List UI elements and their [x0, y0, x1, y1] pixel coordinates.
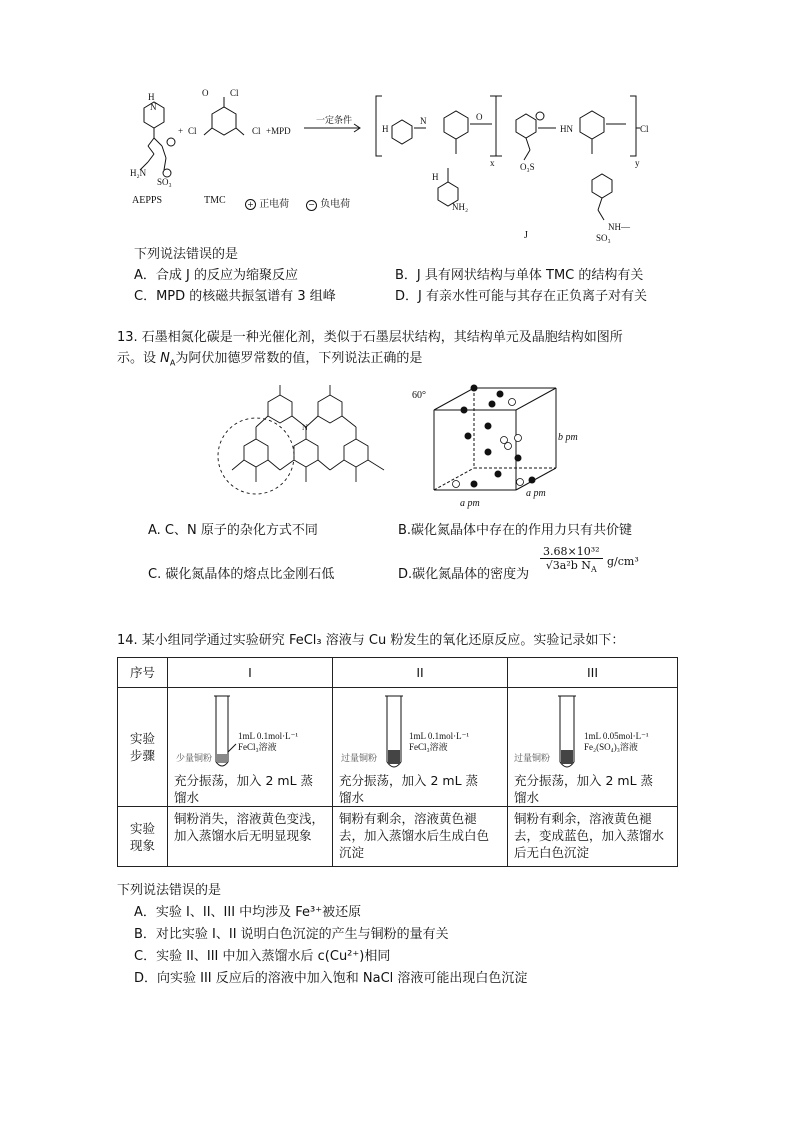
a-pm-label-right: a pm: [526, 488, 546, 499]
row-label-phenomena: 实验 现象: [118, 807, 168, 867]
powder-ii: 过量铜粉: [341, 753, 378, 763]
plus-mpd: +MPD: [266, 126, 291, 136]
tmc-o: O: [202, 88, 209, 98]
q14-option-d: D．向实验 III 反应后的溶液中加入饱和 NaCl 溶液可能出现白色沉淀: [134, 971, 528, 986]
table-header-index: 序号: [118, 658, 168, 688]
q14-option-c: C．实验 II、III 中加入蒸馏水后 c(Cu²⁺)相同: [134, 949, 391, 964]
table-header-ii: II: [333, 658, 508, 688]
j-nh-dash: NH—: [608, 222, 630, 232]
plus-sign: +: [178, 126, 184, 136]
pos-charge-label: 正电荷: [259, 199, 290, 210]
j-h: H: [382, 124, 389, 134]
q14-stem: 14. 某小组同学通过实验研究 FeCl₃ 溶液与 Cu 粉发生的氧化还原反应。实验记录如下：: [117, 633, 625, 648]
carbon-nitride-structure-figure: [208, 382, 408, 512]
j-nh2: NH₂: [452, 202, 469, 212]
q13-option-b: B.碳化氮晶体中存在的作用力只有共价键: [398, 523, 633, 538]
j-cl: Cl: [640, 124, 649, 134]
q13-density-fraction: [540, 545, 603, 574]
neg-charge-legend: [306, 195, 350, 211]
powder-i: 少量铜粉: [176, 753, 213, 763]
q14-option-b: B．对比实验 I、II 说明白色沉淀的产生与铜粉的量有关: [134, 927, 449, 942]
table-header-i: I: [168, 658, 333, 688]
density-denominator: [540, 559, 603, 574]
tmc-ring: [212, 107, 236, 135]
unit-cell-figure: [408, 380, 588, 510]
aepps-label: AEPPS: [132, 195, 163, 206]
density-den-text: √3a²b N: [545, 559, 591, 572]
density-den-sub: A: [590, 565, 597, 575]
step-ii-text: 充分振荡，加入 2 mL 蒸馏水: [339, 773, 479, 805]
reagent-iii-line1: 1mL 0.05mol·L⁻¹: [584, 731, 649, 741]
step-cell-i: [168, 688, 333, 807]
j-h2: H: [432, 172, 439, 182]
q14-question: 下列说法错误的是: [117, 883, 222, 898]
density-numerator: 3.68×10³²: [540, 545, 603, 559]
experiment-table: [117, 657, 678, 867]
j-n: N: [420, 116, 427, 126]
q12-option-a: A．合成 J 的反应为缩聚反应: [134, 268, 298, 283]
reagent-ii-line2: FeCl₃溶液: [409, 742, 448, 752]
aepps-h: H: [148, 92, 155, 102]
q13-na-sub: A: [169, 358, 176, 368]
q14-option-a: A．实验 I、II、III 中均涉及 Fe³⁺被还原: [134, 905, 362, 920]
product-j-label: J: [524, 230, 528, 241]
step-iii-text: 充分振荡，加入 2 mL 蒸馏水: [514, 773, 654, 805]
ring-n-label: N: [302, 423, 308, 432]
q13-stem-line2: [117, 350, 422, 373]
reagent-ii-line1: 1mL 0.1mol·L⁻¹: [409, 731, 470, 741]
neg-charge-label: 负电荷: [320, 199, 351, 210]
q13-option-c: C. 碳化氮晶体的熔点比金刚石低: [148, 567, 335, 582]
table-header-iii: III: [508, 658, 678, 688]
q12-option-b: B．J 具有网状结构与单体 TMC 的结构有关: [395, 268, 644, 283]
tmc-cl: Cl: [230, 88, 239, 98]
q12-option-d: D．J 有亲水性可能与其存在正负离子对有关: [395, 289, 647, 304]
tmc-cl3: Cl: [188, 126, 197, 136]
angle-label: 60°: [412, 390, 426, 401]
q13-stem-pre: 示。设: [117, 351, 161, 366]
j-x: x: [490, 158, 495, 168]
tmc-cl2: Cl: [252, 126, 261, 136]
row-label-steps: 实验 步骤: [118, 688, 168, 807]
aepps-so3: SO₃: [157, 177, 172, 187]
q13-stem-post: 为阿伏加德罗常数的值，下列说法正确的是: [175, 351, 423, 366]
phenomenon-iii: 铜粉有剩余，溶液黄色褪去，变成蓝色，加入蒸馏水后无白色沉淀: [508, 807, 678, 867]
j-so3: SO₃: [596, 233, 611, 243]
j-o3s: O₃S: [520, 162, 535, 172]
q12-question: 下列说法错误的是: [134, 247, 239, 262]
density-unit: g/cm³: [607, 555, 639, 568]
reagent-iii-line2: Fe₂(SO₄)₃溶液: [584, 742, 638, 752]
step-cell-iii: [508, 688, 678, 807]
reagent-i-line1: 1mL 0.1mol·L⁻¹: [238, 731, 299, 741]
aepps-n: N: [150, 102, 157, 112]
powder-iii: 过量铜粉: [514, 753, 551, 763]
reagent-i-line2: FeCl₃溶液: [238, 742, 277, 752]
b-pm-label: b pm: [558, 432, 578, 443]
a-pm-label-bottom: a pm: [460, 498, 480, 509]
phenomenon-i: 铜粉消失，溶液黄色变浅，加入蒸馏水后无明显现象: [168, 807, 333, 867]
pos-charge-legend: [245, 195, 289, 210]
minus-circle-icon: −: [306, 200, 317, 211]
j-y: y: [635, 158, 640, 168]
plus-circle-icon: +: [245, 199, 256, 210]
step-i-text: 充分振荡，加入 2 mL 蒸馏水: [174, 773, 314, 805]
q12-option-c: C．MPD 的核磁共振氢谱有 3 组峰: [134, 289, 336, 304]
phenomenon-ii: 铜粉有剩余，溶液黄色褪去，加入蒸馏水后生成白色沉淀: [333, 807, 508, 867]
q13-stem-line1: 13. 石墨相氮化碳是一种光催化剂，类似于石墨层状结构，其结构单元及晶胞结构如图所: [117, 330, 623, 345]
q12-reaction-figure: [120, 88, 680, 246]
step-cell-ii: [333, 688, 508, 807]
q13-na: N: [160, 351, 170, 366]
reaction-condition: 一定条件: [316, 115, 353, 125]
j-hn: HN: [560, 124, 573, 134]
aepps-h2n: H₂N: [130, 168, 147, 178]
j-o: O: [476, 112, 483, 122]
q13-option-a: A. C、N 原子的杂化方式不同: [148, 523, 318, 538]
q13-option-d: D.碳化氮晶体的密度为: [398, 567, 530, 582]
tmc-label: TMC: [204, 195, 226, 206]
unit-cell-atoms: [461, 385, 536, 488]
